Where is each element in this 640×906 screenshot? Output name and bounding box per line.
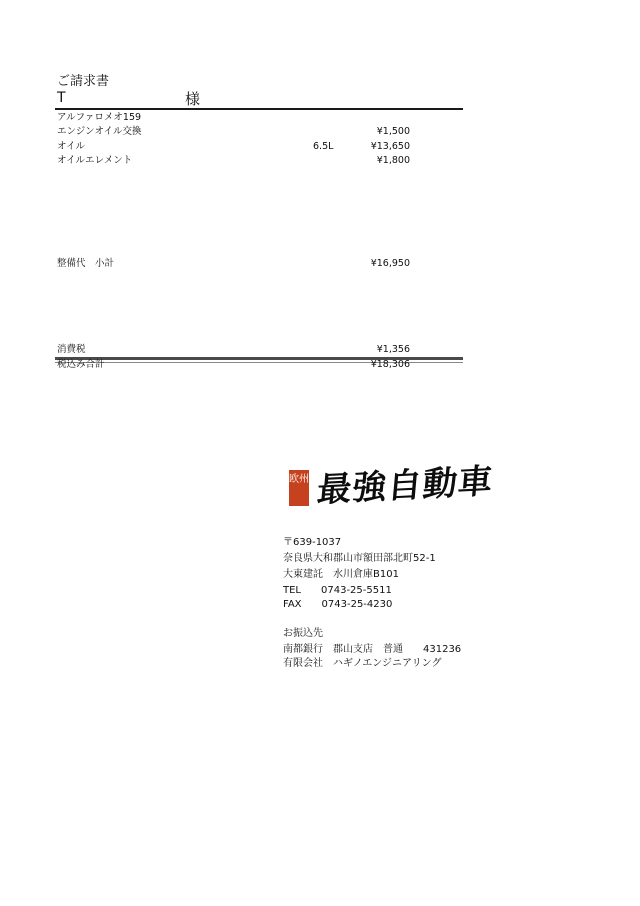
vehicle-name: アルファロメオ159 xyxy=(57,112,142,123)
item-amount: ¥13,650 xyxy=(370,141,410,152)
item-quantity: 6.5L xyxy=(313,141,334,152)
fax-number: FAX 0743-25-4230 xyxy=(283,599,393,610)
company-logo: 最強自動車 xyxy=(315,461,495,511)
postal-code: 〒639-1037 xyxy=(283,537,342,548)
total-amount: ¥18,306 xyxy=(370,359,410,370)
document-title: ご請求書 xyxy=(57,74,110,89)
header-divider xyxy=(55,108,463,110)
bank-heading: お振込先 xyxy=(283,628,323,639)
subtotal-amount: ¥16,950 xyxy=(370,258,410,269)
subtotal-label: 整備代 小計 xyxy=(57,258,115,269)
address-line-2: 大東建託 水川倉庫B101 xyxy=(283,569,399,580)
item-name: オイルエレメント xyxy=(57,155,133,166)
customer-name: T xyxy=(57,90,66,106)
account-holder: 有限会社 ハギノエンジニアリング xyxy=(283,658,442,669)
address-line-1: 奈良県大和郡山市額田部北町52-1 xyxy=(283,553,436,564)
customer-honorific: 様 xyxy=(185,90,201,108)
bank-account: 南都銀行 郡山支店 普通 431236 xyxy=(283,644,462,655)
item-amount: ¥1,500 xyxy=(376,126,410,137)
item-name: オイル xyxy=(57,141,86,152)
item-name: エンジンオイル交換 xyxy=(57,126,142,137)
tax-label: 消費税 xyxy=(57,344,86,355)
item-amount: ¥1,800 xyxy=(376,155,410,166)
total-label: 税込み合計 xyxy=(57,359,105,370)
logo-badge: 欧州 xyxy=(289,470,309,506)
tax-amount: ¥1,356 xyxy=(376,344,410,355)
tel-number: TEL 0743-25-5511 xyxy=(283,585,392,596)
